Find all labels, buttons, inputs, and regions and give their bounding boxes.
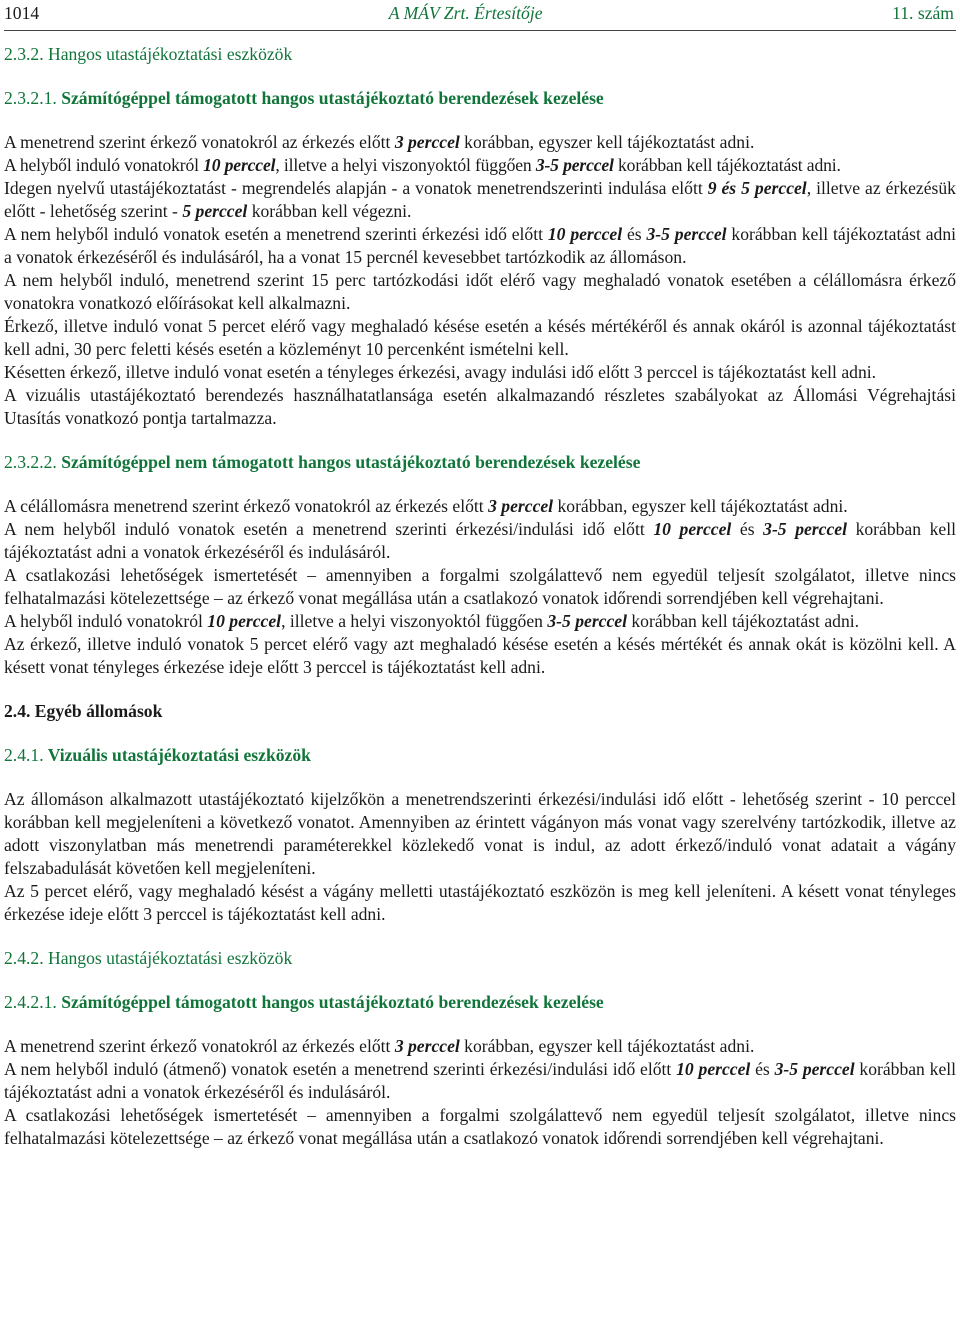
section-heading-2-3-2-1 [4,87,956,110]
paragraph: A csatlakozási lehetőségek ismertetését – amennyiben a forgalmi szolgálattevő nem egyedül teljesít szolgálatot, illetve nincs felhatalmazási kötelezettsége – az érkező vonat megállása után a csatlakozó vonatok időrendi sorrendjében kell végrehajtani. [4,565,956,608]
paragraph: A menetrend szerint érkező vonatokról az érkezés előtt 3 perccel korábban, egyszer kell tájékoztatást adni. [4,1036,755,1056]
paragraph: Érkező, illetve induló vonat 5 percet elérő vagy meghaladó késése esetén a késés mértékéről és annak okáról is azonnal tájékoztatást kell adni, 30 perc feletti késés esetén a közleményt 10 percenként ismételni kell. [4,316,956,359]
paragraph: Az érkező, illetve induló vonatok 5 percet elérő vagy azt meghaladó késése esetén a késés mértékét és annak okát is közölni kell. A késett vonat tényleges érkezése ideje előtt 3 perccel is tájékoztatást kell adni. [4,634,956,677]
section-title: Vizuális utastájékoztatási eszközök [47,745,311,765]
section-title: Hangos utastájékoztatási eszközök [48,44,293,64]
paragraph: A nem helyből induló (átmenő) vonatok esetén a menetrend szerinti érkezési/indulási idő előtt 10 perccel és 3-5 perccel korábban kell tájékoztatást adni a vonatok érkezéséről és indulásáról. [4,1059,957,1102]
section-number: 2.4. [4,701,31,721]
header-rule [4,30,956,31]
section-title: Hangos utastájékoztatási eszközök [48,948,293,968]
section-number: 2.4.2.1. [4,992,57,1012]
section-title: Számítógéppel nem támogatott hangos utastájékoztató berendezések kezelése [61,452,641,472]
section-title: Számítógéppel támogatott hangos utastájékoztató berendezések kezelése [61,88,604,108]
section-title: Számítógéppel támogatott hangos utastájékoztató berendezések kezelése [61,992,604,1012]
paragraph: Késetten érkező, illetve induló vonat esetén a tényleges érkezési, avagy indulási idő előtt 3 perccel is tájékoztatást kell adni. [4,362,877,382]
section-number: 2.3.2.2. [4,452,57,472]
paragraph: Az állomáson alkalmazott utastájékoztató kijelzőkön a menetrendszerinti érkezési/indulási idő előtt - lehetőség szerint - 10 perccel korábban kell megjeleníteni a következő vonatot. Amennyiben az érintett vágányon más vonat vagy szerelvény tartózkodik, illetve az adott viszonylatban más menetrendi paraméterekkel közlekedő vonat is indul, az adott érkező/induló vonat adatait a vágány felszabadulását követően kell megjeleníteni. [4,789,956,878]
journal-title: A MÁV Zrt. Értesítője [388,3,543,23]
paragraph: A vizuális utastájékoztató berendezés használhatatlansága esetén alkalmazandó részletes szabályokat az Állomási Végrehajtási Utasítás vonatkozó pontja tartalmazza. [4,385,956,428]
section-heading-2-4-2-1 [4,991,956,1014]
paragraph: A nem helyből induló, menetrend szerint 15 perc tartózkodási időt elérő vagy meghaladó vonatok esetében a célállomásra érkező vonatokra vonatkozó előírásokat kell alkalmazni. [4,270,956,313]
issue-number: 11. szám [892,3,954,23]
section-number: 2.3.2.1. [4,88,57,108]
paragraph: Az 5 percet elérő, vagy meghaladó késést a vágány melletti utastájékoztató eszközön is meg kell jeleníteni. A késett vonat tényleges érkezése ideje előtt 3 perccel is tájékoztatást kell adni. [4,881,956,924]
section-number: 2.3.2. [4,44,44,64]
paragraph: A csatlakozási lehetőségek ismertetését – amennyiben a forgalmi szolgálattevő nem egyedül teljesít szolgálatot, illetve nincs felhatalmazási kötelezettsége – az érkező vonat megállása után a csatlakozó vonatok időrendi sorrendjében kell végrehajtani. [4,1105,956,1148]
section-heading-2-4-1 [4,744,956,767]
paragraph: A célállomásra menetrend szerint érkező vonatokról az érkezés előtt 3 perccel korábban, egyszer kell tájékoztatást adni. [4,496,848,516]
page-header [4,0,956,30]
section-heading-2-3-2 [4,43,956,66]
paragraph: Idegen nyelvű utastájékoztatást - megrendelés alapján - a vonatok menetrendszerinti indulása előtt 9 és 5 perccel, illetve az érkezésük előtt - lehetőség szerint - 5 perccel korábban kell végezni. [4,178,956,221]
section-heading-2-3-2-2 [4,451,956,474]
paragraph: A nem helyből induló vonatok esetén a menetrend szerinti érkezési idő előtt 10 perccel és 3-5 perccel korábban kell tájékoztatást adni a vonatok érkezéséről és indulásáról, ha a vonat 15 percnél kevesebbet tartózkodik az állomáson. [4,224,957,267]
paragraph: A helyből induló vonatokról 10 perccel, illetve a helyi viszonyoktól függően 3-5 perccel korábban kell tájékoztatást adni. [4,155,841,175]
section-number: 2.4.2. [4,948,44,968]
page-number: 1014 [4,3,40,23]
section-title: Egyéb állomások [34,701,163,721]
paragraph: A helyből induló vonatokról 10 perccel, illetve a helyi viszonyoktól függően 3-5 perccel korábban kell tájékoztatást adni. [4,611,860,631]
section-heading-2-4 [4,700,956,723]
section-number: 2.4.1. [4,745,44,765]
paragraph: A menetrend szerint érkező vonatokról az érkezés előtt 3 perccel korábban, egyszer kell tájékoztatást adni. [4,132,755,152]
paragraph: A nem helyből induló vonatok esetén a menetrend szerinti érkezési/indulási idő előtt 10 perccel és 3-5 perccel korábban kell tájékoztatást adni a vonatok érkezéséről és indulásáról. [4,519,957,562]
section-heading-2-4-2 [4,947,956,970]
